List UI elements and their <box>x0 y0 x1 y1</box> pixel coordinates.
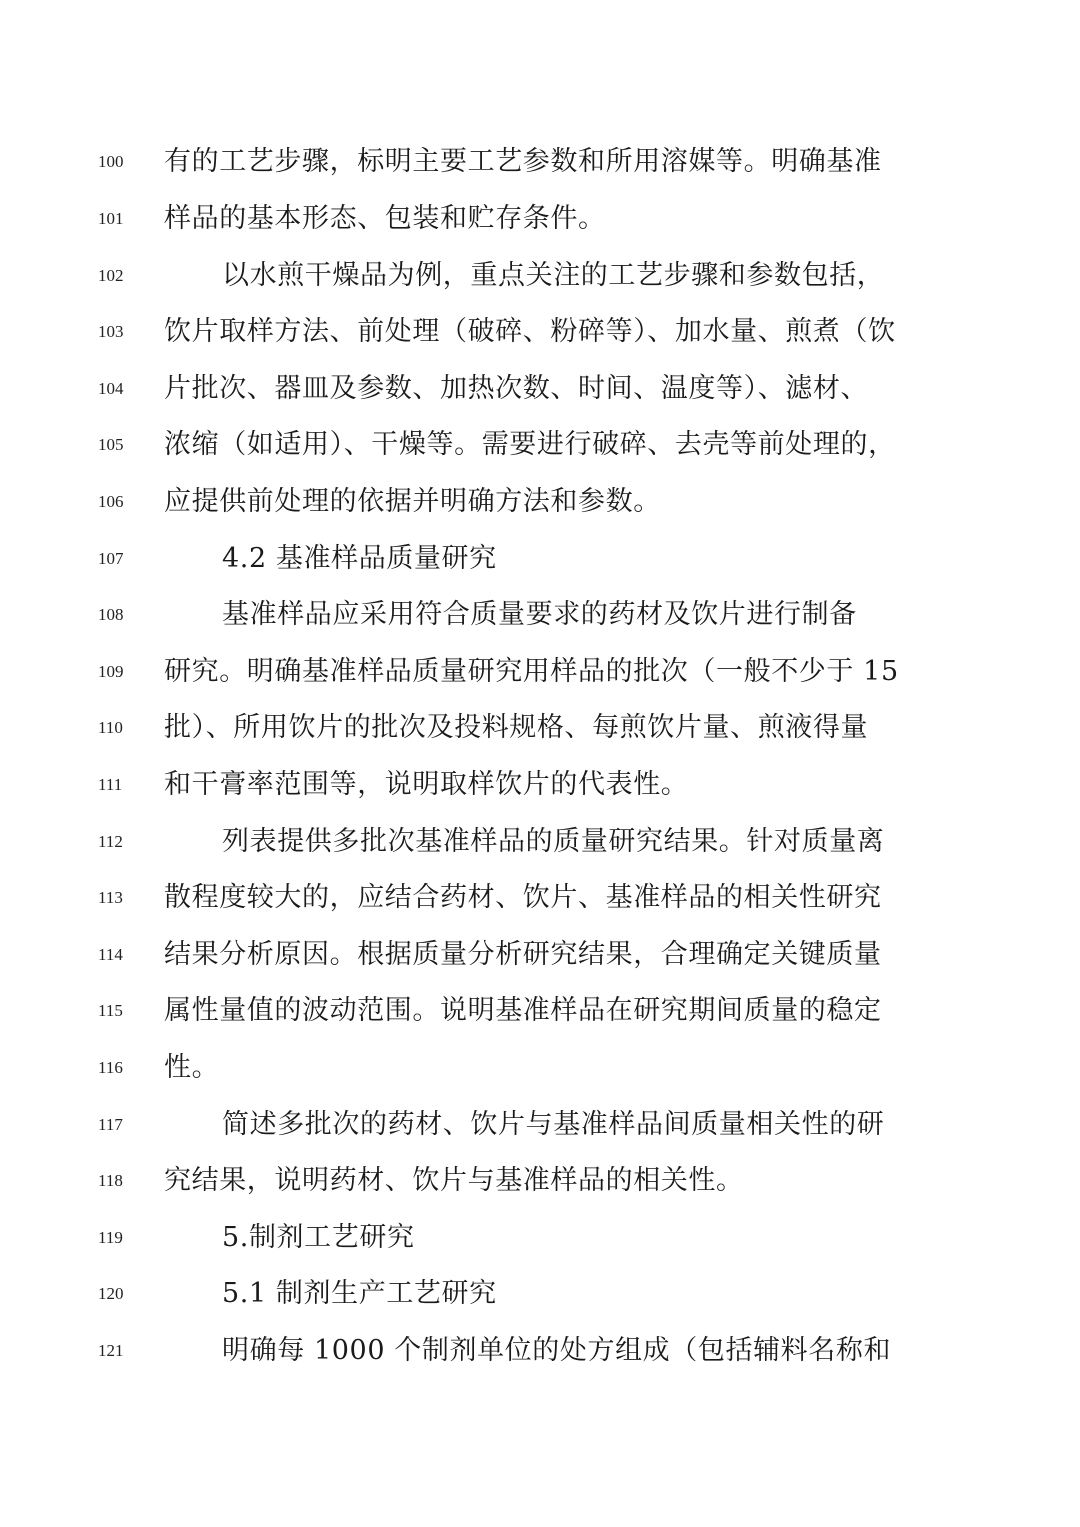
line-number: 117 <box>98 1115 123 1134</box>
document-line <box>0 539 1080 595</box>
line-number: 107 <box>98 549 124 568</box>
line-text: 研究。明确基准样品质量研究用样品的批次（一般不少于 15 <box>164 656 899 687</box>
document-line <box>0 142 1080 198</box>
line-number: 113 <box>98 888 123 907</box>
line-number: 110 <box>98 718 123 737</box>
document-line <box>0 991 1080 1047</box>
line-text: 明确每 1000 个制剂单位的处方组成（包括辅料名称和 <box>222 1335 892 1366</box>
document-line <box>0 1331 1080 1387</box>
document-line <box>0 765 1080 821</box>
line-text: 结果分析原因。根据质量分析研究结果，合理确定关键质量 <box>164 939 882 970</box>
document-line <box>0 1218 1080 1274</box>
document-line <box>0 312 1080 368</box>
line-text: 样品的基本形态、包装和贮存条件。 <box>164 203 606 234</box>
line-number: 115 <box>98 1001 123 1020</box>
line-number: 118 <box>98 1171 123 1190</box>
line-text: 列表提供多批次基准样品的质量研究结果。针对质量离 <box>222 826 885 857</box>
line-text: 和干膏率范围等，说明取样饮片的代表性。 <box>164 769 689 800</box>
line-number: 103 <box>98 322 124 341</box>
document-line <box>0 369 1080 425</box>
line-text: 属性量值的波动范围。说明基准样品在研究期间质量的稳定 <box>164 995 882 1026</box>
document-line <box>0 482 1080 538</box>
line-text: 有的工艺步骤，标明主要工艺参数和所用溶媒等。明确基准 <box>164 146 882 177</box>
line-number: 102 <box>98 266 124 285</box>
line-text: 应提供前处理的依据并明确方法和参数。 <box>164 486 661 517</box>
line-number: 109 <box>98 662 124 681</box>
section-heading: 5.1 制剂生产工艺研究 <box>222 1278 497 1309</box>
line-text: 以水煎干燥品为例，重点关注的工艺步骤和参数包括， <box>222 260 885 291</box>
line-number: 108 <box>98 605 124 624</box>
line-number: 111 <box>98 775 123 794</box>
document-line <box>0 1048 1080 1104</box>
line-number: 101 <box>98 209 124 228</box>
line-number: 100 <box>98 152 124 171</box>
line-number: 119 <box>98 1228 123 1247</box>
line-text: 浓缩（如适用）、干燥等。需要进行破碎、去壳等前处理的， <box>164 429 896 460</box>
line-number: 104 <box>98 379 124 398</box>
line-text: 性。 <box>164 1052 220 1083</box>
document-line <box>0 935 1080 991</box>
line-number: 121 <box>98 1341 124 1360</box>
document-line <box>0 425 1080 481</box>
line-number: 106 <box>98 492 124 511</box>
line-text: 究结果，说明药材、饮片与基准样品的相关性。 <box>164 1165 744 1196</box>
document-line <box>0 1274 1080 1330</box>
document-line <box>0 822 1080 878</box>
document-line <box>0 652 1080 708</box>
document-line <box>0 199 1080 255</box>
line-text: 饮片取样方法、前处理（破碎、粉碎等）、加水量、煎煮（饮 <box>164 316 896 347</box>
document-line <box>0 256 1080 312</box>
document-line <box>0 878 1080 934</box>
document-line <box>0 1105 1080 1161</box>
line-text: 散程度较大的，应结合药材、饮片、基准样品的相关性研究 <box>164 882 882 913</box>
line-number: 105 <box>98 435 124 454</box>
line-number: 116 <box>98 1058 123 1077</box>
document-line <box>0 595 1080 651</box>
line-text: 片批次、器皿及参数、加热次数、时间、温度等）、滤材、 <box>164 373 869 404</box>
line-text: 基准样品应采用符合质量要求的药材及饮片进行制备 <box>222 599 857 630</box>
line-number: 112 <box>98 832 123 851</box>
section-heading: 4.2 基准样品质量研究 <box>222 543 497 574</box>
line-number: 114 <box>98 945 123 964</box>
section-heading: 5.制剂工艺研究 <box>222 1222 415 1253</box>
line-number: 120 <box>98 1284 124 1303</box>
line-text: 简述多批次的药材、饮片与基准样品间质量相关性的研 <box>222 1109 885 1140</box>
document-line <box>0 1161 1080 1217</box>
line-text: 批）、所用饮片的批次及投料规格、每煎饮片量、煎液得量 <box>164 712 869 743</box>
document-line <box>0 708 1080 764</box>
